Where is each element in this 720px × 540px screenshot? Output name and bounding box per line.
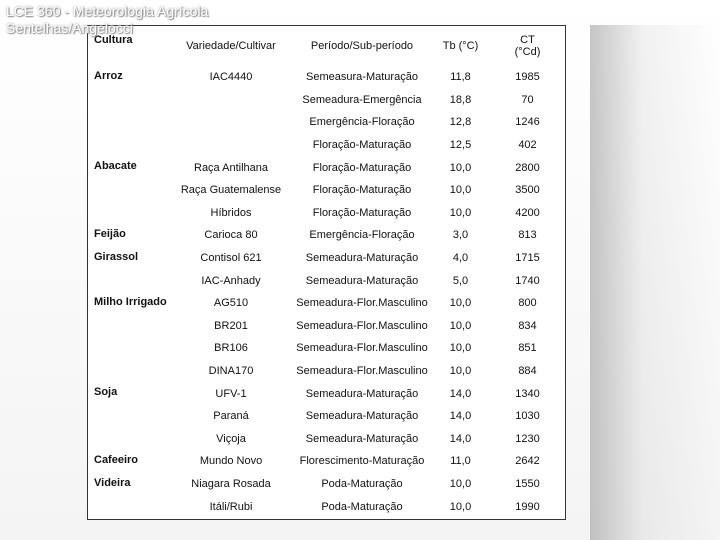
cell-period: Floração-Maturação: [312, 184, 412, 197]
cell-ct: 1550: [515, 477, 540, 490]
cell-crop: Abacate: [94, 160, 137, 173]
cell-crop: [88, 202, 170, 225]
cell-ct: 2800: [515, 161, 540, 174]
cell-crop: [88, 405, 170, 428]
cell-crop: [88, 360, 170, 383]
cell-period: Semeadura-Maturação: [305, 410, 419, 423]
table-row: [88, 66, 566, 89]
cell-crop: [88, 337, 170, 360]
cell-period: Floração-Maturação: [312, 139, 412, 152]
cell-ct: 2642: [515, 455, 540, 468]
header-tb: Tb (°C): [442, 40, 479, 52]
cell-period: Emergência-Floração: [309, 229, 415, 242]
cell-crop: Videira: [94, 476, 131, 489]
table-row: [88, 202, 566, 225]
cell-tb: 10,0: [449, 477, 472, 490]
cell-tb: 11,8: [450, 71, 471, 84]
cell-crop: [88, 134, 170, 157]
cell-tb: 10,0: [449, 365, 472, 378]
header-period: Período/Sub-período: [310, 40, 414, 52]
table-row: [88, 315, 566, 338]
cell-crop: Milho Irrigado: [94, 295, 167, 308]
cell-variety: Itáli/Rubi: [209, 500, 253, 513]
cell-tb: 10,0: [449, 319, 472, 332]
cell-crop: [88, 315, 170, 338]
cell-crop: Girassol: [94, 250, 139, 263]
header-ct-line2: (°Cd): [514, 46, 541, 58]
cell-variety: AG510: [213, 297, 249, 310]
cell-variety: Niagara Rosada: [191, 477, 271, 490]
header-authors: Sentelhas/Angelocci: [6, 20, 133, 36]
cell-crop: [88, 269, 170, 292]
header-ct-line1: CT: [520, 34, 535, 46]
table-row: [88, 473, 566, 496]
cell-tb: 10,0: [449, 297, 472, 310]
cell-ct: 1030: [515, 410, 540, 423]
cell-period: Semeasura-Maturação: [306, 71, 418, 84]
table-row: [88, 405, 566, 428]
cell-variety: IAC-Anhady: [201, 274, 261, 287]
cell-period: Semeadura-Flor.Masculino: [296, 319, 428, 332]
table-row: [88, 269, 566, 292]
cell-tb: 14,0: [449, 432, 472, 445]
header-variety: Variedade/Cultivar: [186, 40, 276, 52]
cell-crop: Soja: [94, 386, 118, 399]
cell-ct: 813: [518, 229, 537, 242]
cell-variety: Paraná: [213, 410, 249, 423]
cell-crop: [88, 428, 170, 451]
cell-period: Semeadura-Maturação: [305, 252, 419, 265]
cell-tb: 10,0: [449, 500, 472, 513]
table-row: [88, 337, 566, 360]
cell-period: Florescimento-Maturação: [299, 455, 425, 468]
table-row: [88, 156, 566, 179]
cell-ct: 800: [518, 297, 537, 310]
table-row: [88, 450, 566, 473]
cell-variety: Raça Antilhana: [194, 161, 268, 174]
cell-tb: 3,0: [452, 229, 469, 242]
table-row: [88, 224, 566, 247]
cell-crop: Cafeeiro: [94, 454, 139, 467]
cell-period: Semeadura-Maturação: [305, 432, 419, 445]
cell-period: Semeadura-Flor.Masculino: [296, 365, 428, 378]
cell-tb: 14,0: [449, 387, 472, 400]
cell-ct: 1990: [515, 500, 540, 513]
cell-tb: 18,8: [449, 93, 472, 106]
table-row: [88, 428, 566, 451]
cell-crop: [88, 495, 170, 518]
cell-tb: 4,0: [452, 252, 469, 265]
cell-period: Semeadura-Flor.Masculino: [296, 297, 428, 310]
cell-tb: 12,8: [449, 116, 472, 129]
cell-tb: 10,0: [449, 161, 472, 174]
cell-crop: [88, 111, 170, 134]
base-temperature-table: [88, 26, 566, 518]
cell-variety: [170, 134, 292, 157]
cell-variety: Híbridos: [210, 206, 252, 219]
decorative-shadow-panel: [590, 25, 720, 540]
header-crop: Cultura: [94, 34, 133, 46]
cell-variety: BR201: [214, 319, 248, 332]
cell-period: Floração-Maturação: [312, 161, 412, 174]
cell-crop: Arroz: [94, 70, 123, 82]
cell-period: Semeadura-Flor.Masculino: [296, 342, 428, 355]
cell-tb: 10,0: [449, 342, 472, 355]
cell-period: Floração-Maturação: [312, 206, 412, 219]
cell-tb: 10,0: [449, 184, 472, 197]
cell-variety: IAC4440: [209, 71, 253, 84]
cell-variety: UFV-1: [215, 387, 247, 400]
cell-ct: 851: [518, 342, 537, 355]
cell-period: Poda-Maturação: [321, 477, 403, 490]
cell-ct: 3500: [515, 184, 540, 197]
cell-variety: Raça Guatemalense: [180, 184, 282, 197]
cell-ct: 1340: [515, 387, 540, 400]
cell-ct: 884: [518, 365, 537, 378]
cell-variety: [170, 89, 292, 112]
table-row: [88, 495, 566, 518]
cell-period: Emergência-Floração: [309, 116, 415, 129]
cell-tb: 14,0: [449, 410, 472, 423]
cell-variety: BR106: [214, 342, 248, 355]
cell-period: Semeadura-Maturação: [305, 274, 419, 287]
table-row: [88, 111, 566, 134]
cell-tb: 5,0: [452, 274, 469, 287]
cell-period: Poda-Maturação: [321, 500, 403, 513]
cell-ct: 1246: [515, 116, 540, 129]
cell-variety: Contisol 621: [200, 252, 262, 265]
header-course-title: LCE 360 - Meteorologia Agrícola: [6, 3, 209, 19]
cell-variety: Mundo Novo: [199, 455, 263, 468]
table-row: [88, 247, 566, 270]
header-ct: [489, 26, 566, 66]
cell-ct: 1985: [515, 71, 540, 84]
cell-ct: 4200: [515, 206, 540, 219]
cell-variety: Carioca 80: [204, 229, 258, 242]
page-header: [6, 3, 208, 37]
table-row: [88, 292, 566, 315]
cell-tb: 12,5: [449, 139, 472, 152]
cell-tb: 11,0: [450, 455, 471, 468]
cell-ct: 1740: [515, 274, 540, 287]
cell-ct: 1230: [515, 432, 540, 445]
cell-crop: Feijão: [94, 228, 126, 241]
cell-variety: [170, 111, 292, 134]
cell-period: Semeadura-Emergência: [302, 93, 422, 106]
cell-variety: Viçoja: [216, 432, 246, 445]
cell-ct: 402: [518, 139, 537, 152]
table-row: [88, 360, 566, 383]
cell-crop: [88, 179, 170, 202]
table-row: [88, 382, 566, 405]
table-row: [88, 179, 566, 202]
cell-ct: 834: [518, 319, 537, 332]
cell-crop: [88, 89, 170, 112]
cell-ct: 70: [521, 93, 534, 106]
cell-tb: 10,0: [449, 206, 472, 219]
cell-ct: 1715: [515, 252, 540, 265]
table-row: [88, 134, 566, 157]
cell-variety: DINA170: [208, 365, 254, 378]
cell-period: Semeadura-Maturação: [305, 387, 419, 400]
table-row: [88, 89, 566, 112]
